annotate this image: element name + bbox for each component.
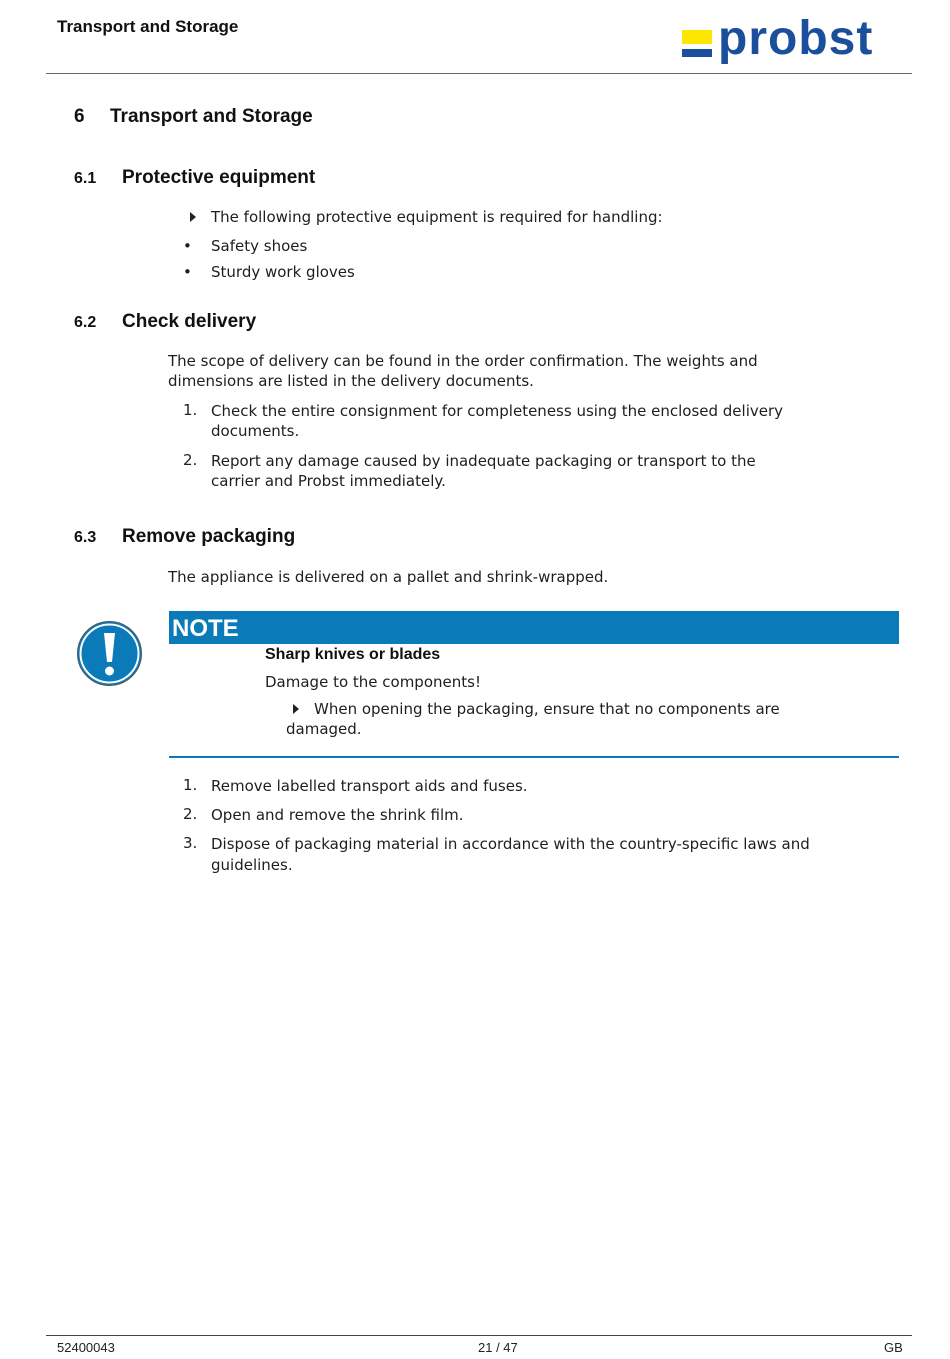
step-number: 2. [183, 451, 198, 469]
header-title: Transport and Storage [57, 17, 239, 36]
exclamation-icon [76, 620, 143, 687]
note-action-line: When opening the packaging, ensure that no components are [314, 700, 780, 718]
paragraph-line: The scope of delivery can be found in the order confirmation. The weights and [168, 352, 758, 370]
step-line: documents. [211, 422, 300, 440]
bullet-icon: • [183, 263, 192, 281]
note-banner [169, 611, 899, 644]
bullet-icon: • [183, 237, 192, 255]
step-number: 3. [183, 834, 198, 852]
footer-page-number: 21 / 47 [478, 1340, 518, 1355]
step-line: Dispose of packaging material in accordance with the country-specific laws and [211, 835, 810, 853]
instruction-text: The following protective equipment is required for handling: [211, 208, 663, 226]
section-title: Transport and Storage [110, 106, 313, 127]
probst-logo [680, 12, 905, 70]
note-bottom-rule [169, 756, 899, 758]
header-rule [46, 73, 912, 74]
note-action-line: damaged. [286, 720, 362, 738]
step-line: Report any damage caused by inadequate packaging or transport to the [211, 452, 756, 470]
list-item: Safety shoes [211, 237, 308, 255]
subsection-number-6-1: 6.1 [74, 170, 97, 187]
subsection-title-6-3: Remove packaging [122, 526, 296, 547]
logo-yellow-bar [682, 30, 712, 44]
step-number: 2. [183, 805, 198, 823]
step-line: Open and remove the shrink film. [211, 806, 464, 824]
subsection-number-6-2: 6.2 [74, 314, 97, 331]
subsection-number-6-3: 6.3 [74, 529, 97, 546]
subsection-title-6-1: Protective equipment [122, 167, 316, 188]
step-number: 1. [183, 776, 198, 794]
footer-rule [46, 1335, 912, 1336]
arrow-right-icon [190, 212, 196, 222]
step-line: carrier and Probst immediately. [211, 472, 446, 490]
logo-text: probst [718, 12, 874, 65]
note-text: Damage to the components! [265, 673, 481, 691]
logo-blue-bar [682, 49, 712, 57]
footer-doc-number: 52400043 [57, 1340, 115, 1355]
step-line: Check the entire consignment for completeness using the enclosed delivery [211, 402, 784, 420]
section-number: 6 [74, 106, 85, 127]
note-label: NOTE [172, 615, 239, 642]
list-item: Sturdy work gloves [211, 263, 355, 281]
paragraph-line: The appliance is delivered on a pallet and shrink-wrapped. [168, 568, 609, 586]
step-line: Remove labelled transport aids and fuses. [211, 777, 528, 795]
step-number: 1. [183, 401, 198, 419]
note-heading: Sharp knives or blades [265, 646, 441, 663]
subsection-title-6-2: Check delivery [122, 311, 257, 332]
arrow-right-icon [293, 704, 299, 714]
footer-language: GB [884, 1340, 903, 1355]
step-line: guidelines. [211, 856, 293, 874]
paragraph-line: dimensions are listed in the delivery documents. [168, 372, 534, 390]
